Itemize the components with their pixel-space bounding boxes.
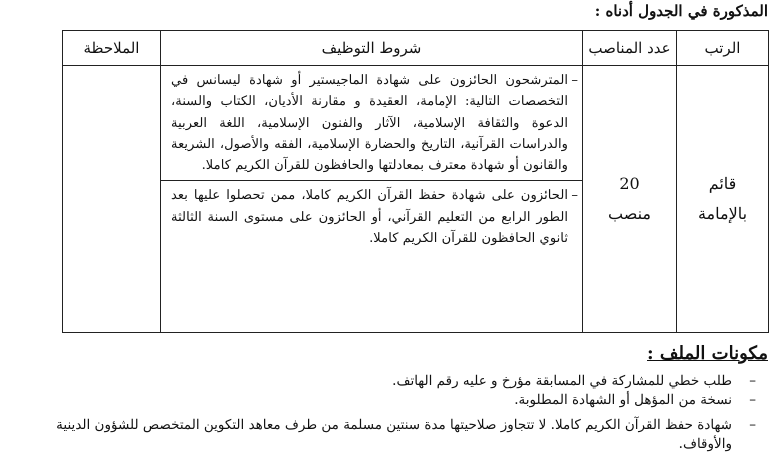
file-components-title: مكونات الملف : <box>647 343 768 364</box>
list-item-text: شهادة حفظ القرآن الكريم كاملا. لا تتجاوز صلاحيتها مدة سنتين مسلمة من طرف معاهد التكوين المتخصص للشؤون الدينية والأوقاف. <box>56 417 732 452</box>
header-count: عدد المناصب <box>583 31 677 66</box>
intro-text: المذكورة في الجدول أدناه : <box>594 2 768 20</box>
conditions-cell <box>161 66 583 333</box>
header-conditions: شروط التوظيف <box>161 31 583 66</box>
notes-cell <box>63 66 161 333</box>
dash-marker: – <box>571 188 578 204</box>
list-item <box>40 372 760 391</box>
count-number: 20 <box>619 174 640 193</box>
condition-block-1 <box>161 66 582 180</box>
rank-line1: قائم <box>708 174 737 193</box>
rank-cell <box>677 66 769 333</box>
count-unit: منصب <box>608 204 651 223</box>
dash-marker: – <box>749 373 756 389</box>
condition-block-2 <box>161 180 582 253</box>
condition-2-text: الحائزون على شهادة حفظ القرآن الكريم كاملا، ممن تحصلوا عليها بعد الطور الرابع من التعليم القرآني، أو الحائزون على مستوى السنة الثالثة ثانوي الحافظون للقرآن الكريم كاملا. <box>171 188 568 247</box>
recruitment-table <box>62 30 769 333</box>
header-rank: الرتب <box>677 31 769 66</box>
list-item <box>40 391 760 410</box>
rank-line2: بالإمامة <box>697 204 748 223</box>
condition-1-text: المترشحون الحائزون على شهادة الماجيستير أو شهادة ليسانس في التخصصات التالية: الإمامة، العقيدة و مقارنة الأديان، الكتاب والسنة، الدعوة والثقافة الإسلامية، الآثار والفنون الإسلامية، اللغة العربية والدراسات القرآنية، التاريخ والحضارة الإسلامية، الفقه والأصول، الشريعة والقانون أو شهادة معترف بمعادلتها والحافظون للقرآن الكريم كاملا. <box>171 73 568 174</box>
count-cell <box>583 66 677 333</box>
dash-marker: – <box>571 73 578 88</box>
file-components-list <box>40 372 760 454</box>
list-item-text: طلب خطي للمشاركة في المسابقة مؤرخ و عليه رقم الهاتف. <box>392 373 732 389</box>
table-header-row <box>63 31 769 66</box>
header-notes: الملاحظة <box>63 31 161 66</box>
list-item <box>40 416 760 454</box>
dash-marker: – <box>749 417 756 433</box>
dash-marker: – <box>749 392 756 408</box>
table-row <box>63 66 769 333</box>
list-item-text: نسخة من المؤهل أو الشهادة المطلوبة. <box>514 392 732 408</box>
